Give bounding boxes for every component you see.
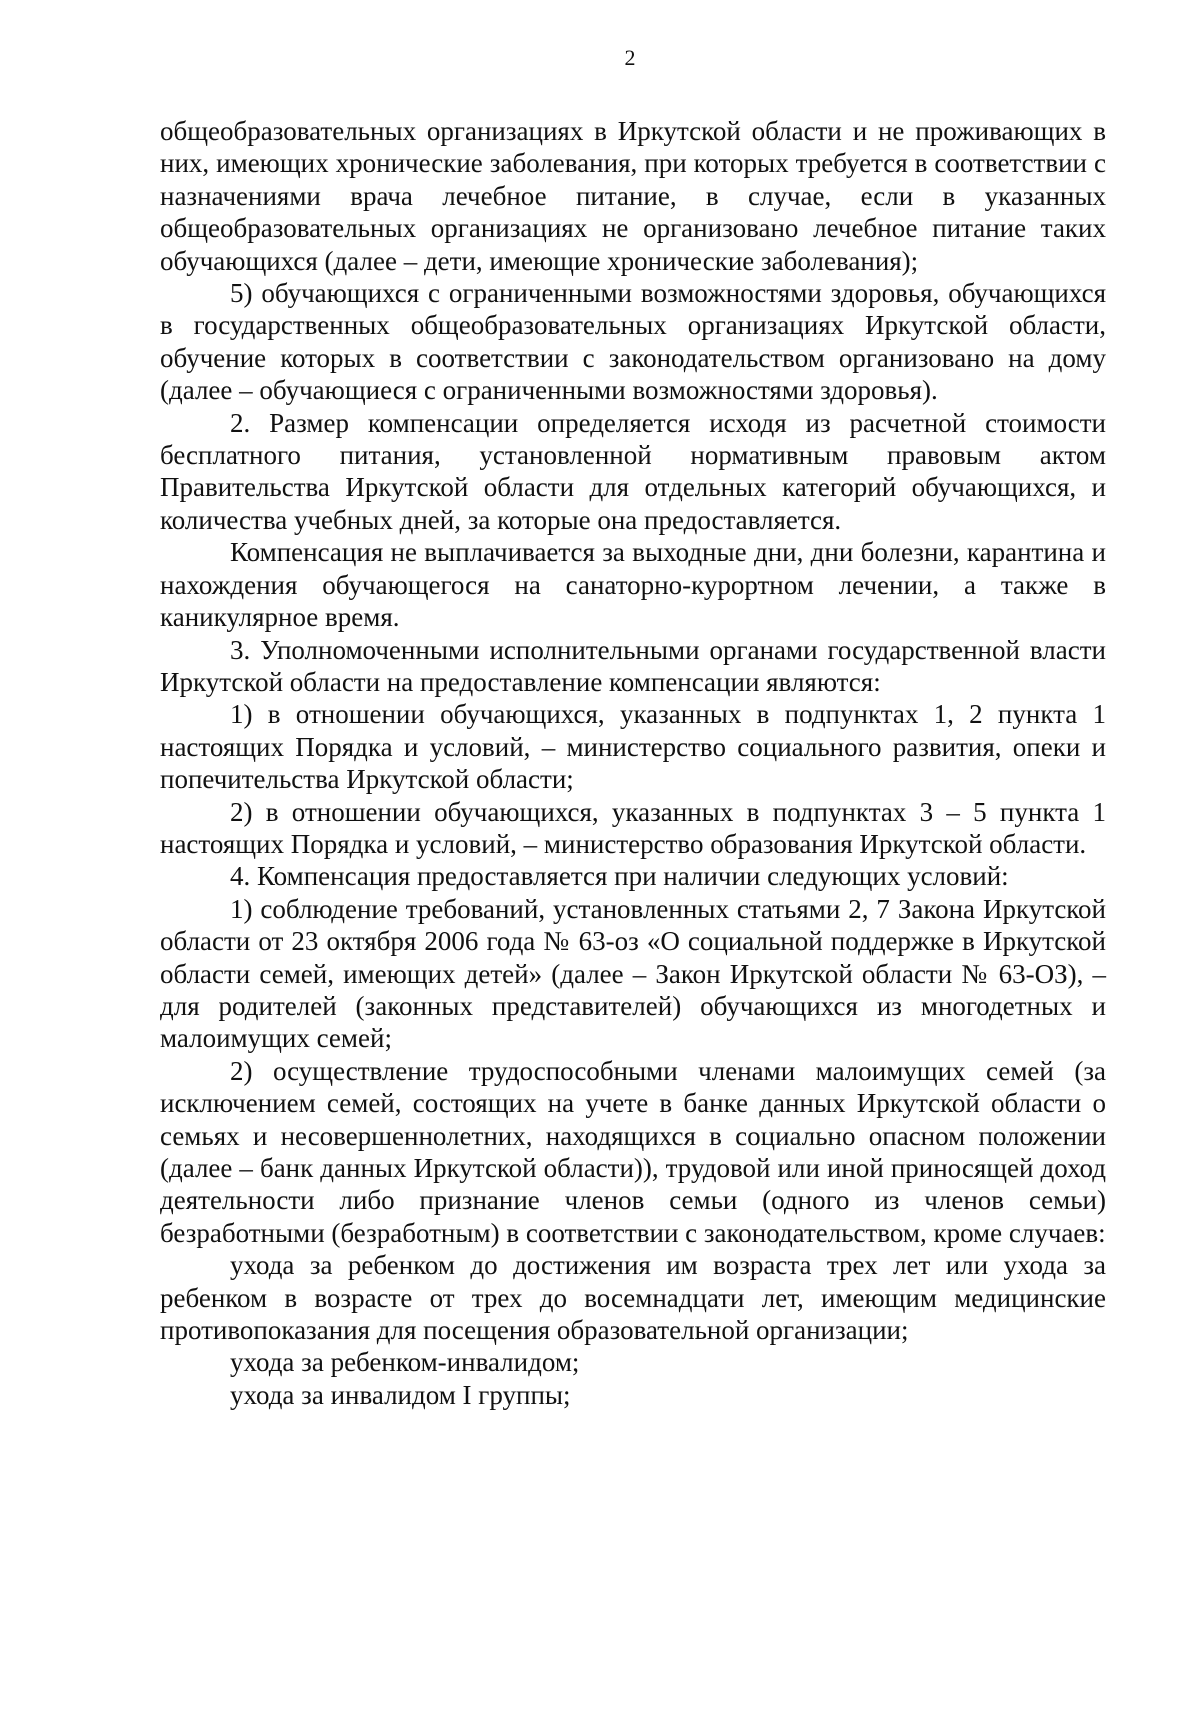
- paragraph-item-5: 5) обучающихся с ограниченными возможностями здоровья, обучающихся в государственных общеобразовательных организациях Иркутской области, обучение которых в соответствии с законодательством организовано на дому (далее – обучающиеся с ограниченными возможностями здоровья).: [160, 278, 1106, 406]
- paragraph-section-3-item-1: 1) в отношении обучающихся, указанных в подпунктах 1, 2 пункта 1 настоящих Порядка и условий, – министерство социального развития, опеки и попечительства Иркутской области;: [160, 699, 1106, 795]
- paragraph-continuation: общеобразовательных организациях в Иркутской области и не проживающих в них, имеющих хронические заболевания, при которых требуется в соответствии с назначениями врача лечебное питание, в случае, если в указанных общеобразовательных организациях не организовано лечебное питание таких обучающихся (далее – дети, имеющие хронические заболевания);: [160, 116, 1106, 276]
- paragraph-section-3: 3. Уполномоченными исполнительными органами государственной власти Иркутской области на предоставление компенсации являются:: [160, 634, 1106, 697]
- paragraph-section-3-item-2: 2) в отношении обучающихся, указанных в подпунктах 3 – 5 пункта 1 настоящих Порядка и условий, – министерство образования Иркутской области.: [160, 796, 1106, 859]
- paragraph-exception-disabled-group-1: ухода за инвалидом I группы;: [230, 1379, 571, 1410]
- page-number: 2: [624, 45, 636, 70]
- paragraph-section-4-item-1: 1) соблюдение требований, установленных статьями 2, 7 Закона Иркутской области от 23 октября 2006 года № 63-оз «О социальной поддержке в Иркутской области семей, имеющих детей» (далее – Закон Иркутской области № 63-ОЗ), – для родителей (законных представителей) обучающихся из многодетных и малоимущих семей;: [160, 893, 1106, 1054]
- document-body: [160, 115, 1106, 1411]
- paragraph-compensation-exclusions: Компенсация не выплачивается за выходные дни, дни болезни, карантина и нахождения обучающегося на санаторно-курортном лечении, а также в каникулярное время.: [160, 537, 1106, 633]
- paragraph-exception-child-care: ухода за ребенком до достижения им возраста трех лет или ухода за ребенком в возрасте от трех до восемнадцати лет, имеющим медицинские противопоказания для посещения образовательной организации;: [160, 1250, 1106, 1346]
- paragraph-section-4-item-2: 2) осуществление трудоспособными членами малоимущих семей (за исключением семей, состоящих на учете в банке данных Иркутской области о семьях и несовершеннолетних, находящихся в социально опасном положении (далее – банк данных Иркутской области)), трудовой или иной приносящей доход деятельности либо признание членов семьи (одного из членов семьи) безработными (безработным) в соответствии с законодательством, кроме случаев:: [160, 1055, 1106, 1248]
- paragraph-section-4: 4. Компенсация предоставляется при наличии следующих условий:: [230, 861, 1009, 892]
- paragraph-section-2: 2. Размер компенсации определяется исходя из расчетной стоимости бесплатного питания, установленной нормативным правовым актом Правительства Иркутской области для отдельных категорий обучающихся, и количества учебных дней, за которые она предоставляется.: [160, 407, 1106, 535]
- paragraph-exception-disabled-child: ухода за ребенком-инвалидом;: [230, 1347, 580, 1378]
